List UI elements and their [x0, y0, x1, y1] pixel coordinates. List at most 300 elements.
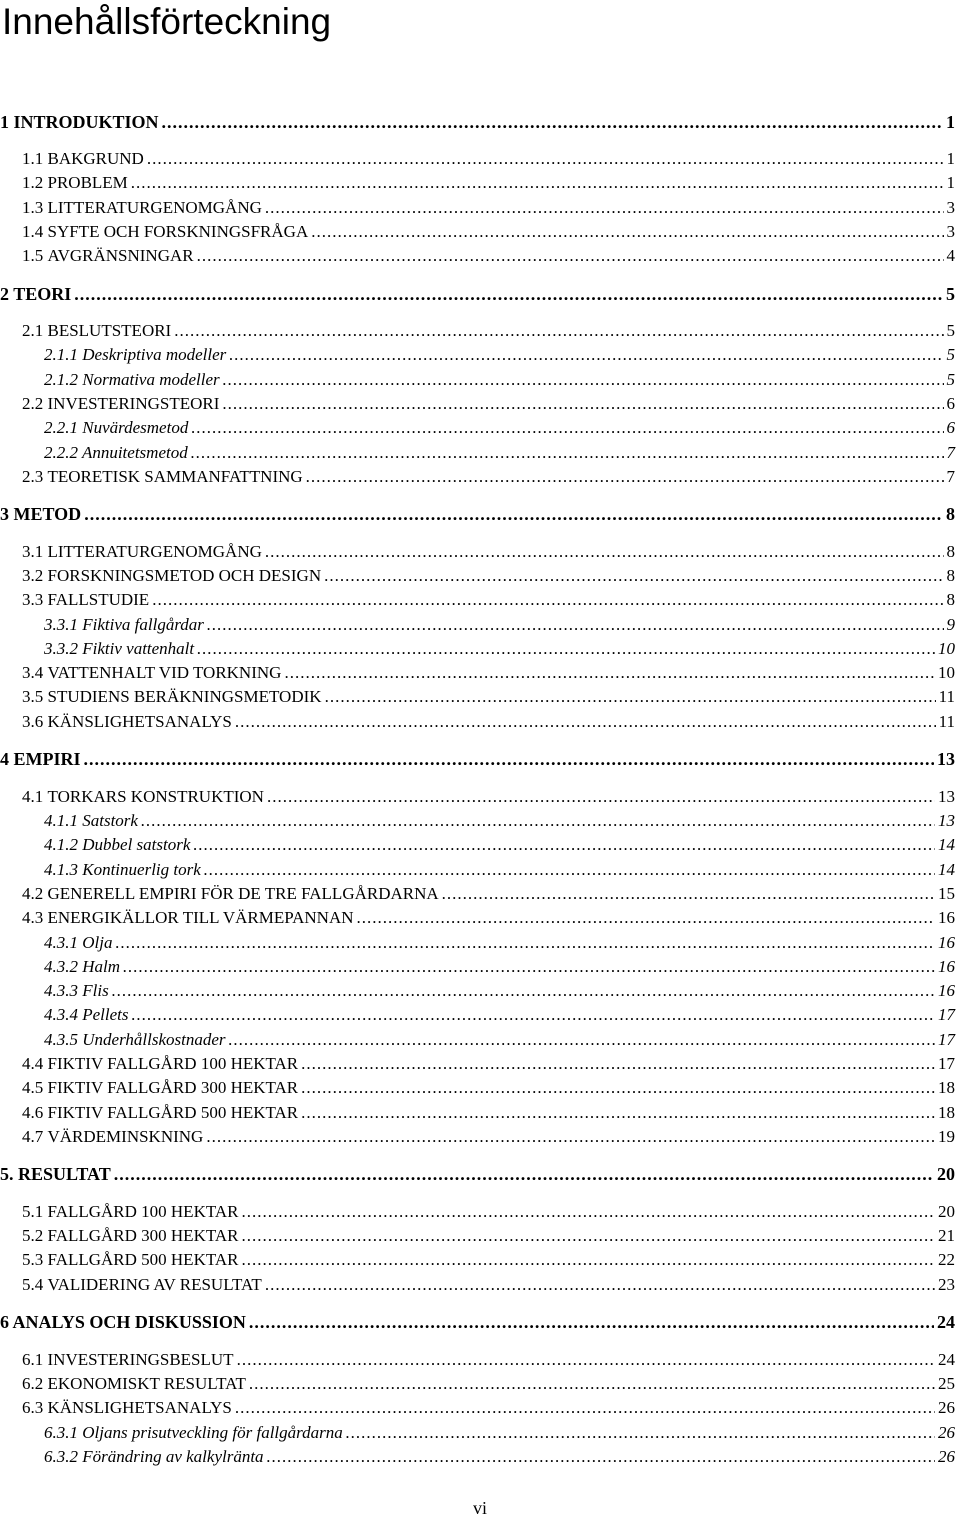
toc-entry-number: 4.3.4 [44, 1005, 78, 1024]
toc-entry-number: 3.5 [22, 687, 44, 706]
toc-entry-text: FORSKNINGSMETOD OCH DESIGN [47, 566, 322, 585]
toc-entry[interactable] [0, 282, 955, 306]
toc-entry-label [44, 416, 188, 440]
toc-entry-text: FIKTIV FALLGÅRD 100 HEKTAR [47, 1054, 299, 1073]
toc-entry-page: 4 [946, 246, 955, 265]
toc-entry-text: FIKTIV FALLGÅRD 300 HEKTAR [47, 1078, 299, 1097]
toc-entry-number: 4.6 [22, 1103, 44, 1122]
toc-entry-page: 8 [946, 566, 955, 585]
dot-leader [174, 319, 943, 343]
toc-entry-label [44, 809, 138, 833]
toc-entry[interactable] [0, 931, 955, 955]
toc-entry-page: 7 [946, 443, 955, 462]
toc-entry-text: EKONOMISKT RESULTAT [47, 1374, 246, 1393]
toc-entry-number: 4.1.1 [44, 811, 78, 830]
toc-entry-label [22, 1052, 298, 1076]
toc-entry-label [22, 196, 262, 220]
toc-entry-page: 3 [946, 222, 955, 241]
toc-entry-number: 3.3 [22, 590, 44, 609]
toc-entry-text: INVESTERINGSBESLUT [47, 1350, 234, 1369]
toc-entry-number: 6.3 [22, 1398, 44, 1417]
dot-leader [306, 465, 944, 489]
toc-entry-number: 1.3 [22, 198, 44, 217]
toc-entry-page: 26 [938, 1423, 955, 1442]
dot-leader [74, 282, 943, 306]
toc-entry-page: 17 [938, 1030, 955, 1049]
toc-entry[interactable] [0, 833, 955, 857]
toc-entry-number: 4.4 [22, 1054, 44, 1073]
dot-leader [301, 1052, 935, 1076]
toc-entry-label [22, 785, 264, 809]
page-number: vi [472, 1498, 487, 1518]
toc-entry[interactable] [0, 319, 955, 343]
toc-entry-text: SYFTE OCH FORSKNINGSFRÅGA [47, 222, 309, 241]
toc-entry-number: 2.3 [22, 467, 44, 486]
toc-entry[interactable] [0, 343, 955, 367]
dot-leader [229, 343, 943, 367]
dot-leader [284, 661, 935, 685]
toc-entry-label [44, 858, 201, 882]
toc-entry-page: 24 [937, 1312, 955, 1332]
toc-entry-label [22, 588, 149, 612]
toc-entry-text: Annuitetsmetod [81, 443, 188, 462]
dot-leader [265, 196, 944, 220]
toc-entry-number: 4.7 [22, 1127, 44, 1146]
toc-entry-label [22, 1101, 298, 1125]
toc-entry[interactable] [0, 785, 955, 809]
toc-entry-page: 6 [946, 394, 955, 413]
toc-entry-text: INTRODUKTION [13, 112, 159, 132]
toc-entry[interactable] [0, 979, 955, 1003]
toc-entry-number: 3.3.2 [44, 639, 78, 658]
dot-leader [311, 220, 943, 244]
toc-entry[interactable] [0, 906, 955, 930]
toc-entry-text: FALLGÅRD 100 HEKTAR [47, 1202, 239, 1221]
dot-leader [197, 637, 935, 661]
dot-leader [223, 368, 944, 392]
toc-entry[interactable] [0, 661, 955, 685]
dot-leader [112, 979, 935, 1003]
toc-entry-label [22, 220, 308, 244]
toc-entry[interactable] [0, 1101, 955, 1125]
toc-entry[interactable] [0, 1125, 955, 1149]
toc-entry-label [44, 833, 190, 857]
toc-entry-text: VÄRDEMINSKNING [47, 1127, 204, 1146]
toc-entry-text: BESLUTSTEORI [47, 321, 172, 340]
toc-entry-text: GENERELL EMPIRI FÖR DE TRE FALLGÅRDARNA [47, 884, 439, 903]
toc-entry[interactable] [0, 1076, 955, 1100]
toc-entry-number: 1.1 [22, 149, 44, 168]
toc-entry[interactable] [0, 1372, 955, 1396]
toc-entry-page: 26 [938, 1447, 955, 1466]
toc-entry[interactable] [0, 613, 955, 637]
toc-entry-text: FALLSTUDIE [47, 590, 150, 609]
toc-entry-page: 23 [938, 1275, 955, 1294]
toc-entry-label [22, 244, 194, 268]
toc-entry-number: 6.3.2 [44, 1447, 78, 1466]
dot-leader [84, 502, 943, 526]
toc-entry-label [22, 1348, 234, 1372]
dot-leader [235, 1396, 935, 1420]
toc-entry[interactable] [0, 1348, 955, 1372]
toc-entry-text: FALLGÅRD 500 HEKTAR [47, 1250, 239, 1269]
toc-entry[interactable] [0, 1310, 955, 1334]
toc-entry-text: Kontinuerlig tork [82, 860, 201, 879]
toc-entry-label [44, 343, 226, 367]
toc-entry[interactable] [0, 1052, 955, 1076]
toc-entry-number: 4.3.5 [44, 1030, 78, 1049]
toc-entry-page: 6 [946, 418, 955, 437]
toc-entry-number: 4.3 [22, 908, 44, 927]
toc-entry-number: 6.2 [22, 1374, 44, 1393]
toc-entry-label [22, 710, 232, 734]
toc-entry-number: 1.4 [22, 222, 44, 241]
toc-entry-text: KÄNSLIGHETSANALYS [47, 712, 232, 731]
toc-entry-number: 3.4 [22, 663, 44, 682]
toc-entry-page: 9 [946, 615, 955, 634]
toc-entry[interactable] [0, 955, 955, 979]
toc-entry-text: ENERGIKÄLLOR TILL VÄRMEPANNAN [47, 908, 354, 927]
dot-leader [147, 147, 944, 171]
toc-entry-text: Förändring av kalkylränta [82, 1447, 264, 1466]
toc-entry-number: 2.2.2 [44, 443, 78, 462]
toc-entry-number: 6 [0, 1312, 9, 1332]
toc-entry[interactable] [0, 882, 955, 906]
toc-entry-text: Olja [82, 933, 113, 952]
dot-leader [301, 1101, 935, 1125]
toc-entry-label [22, 661, 281, 685]
toc-entry-label [44, 637, 194, 661]
toc-entry[interactable] [0, 710, 955, 734]
dot-leader [237, 1348, 935, 1372]
toc-entry-text: Normativa modeller [82, 370, 220, 389]
dot-leader [114, 1162, 934, 1186]
toc-entry-page: 17 [938, 1005, 955, 1024]
dot-leader [324, 564, 943, 588]
dot-leader [346, 1421, 935, 1445]
dot-leader [265, 1273, 935, 1297]
toc-entry-label [44, 1421, 343, 1445]
dot-leader [301, 1076, 935, 1100]
toc-entry-number: 2.1 [22, 321, 44, 340]
dot-leader [265, 540, 944, 564]
toc-entry-text: STUDIENS BERÄKNINGSMETODIK [47, 687, 322, 706]
toc-entry-label [44, 979, 109, 1003]
toc-entry-number: 2.1.2 [44, 370, 78, 389]
toc-entry-text: LITTERATURGENOMGÅNG [47, 542, 262, 561]
toc-entry-number: 6.3.1 [44, 1423, 78, 1442]
dot-leader [207, 613, 944, 637]
dot-leader [162, 110, 943, 134]
toc-entry-number: 4.3.3 [44, 981, 78, 1000]
toc-entry[interactable] [0, 637, 955, 661]
toc-entry-label [22, 540, 262, 564]
dot-leader [115, 931, 935, 955]
dot-leader [132, 1003, 935, 1027]
toc-entry-text: Nuvärdesmetod [82, 418, 189, 437]
toc-entry-number: 5.1 [22, 1202, 44, 1221]
toc-entry-page: 8 [946, 504, 955, 524]
toc-entry-label [0, 502, 81, 526]
toc-entry-label [44, 931, 112, 955]
toc-entry-text: Oljans prisutveckling för fallgårdarna [82, 1423, 343, 1442]
toc-entry[interactable] [0, 540, 955, 564]
toc-entry-text: EMPIRI [13, 749, 81, 769]
toc-entry-page: 16 [938, 981, 955, 1000]
toc-entry-label [22, 1200, 238, 1224]
toc-entry[interactable] [0, 1200, 955, 1224]
toc-entry[interactable] [0, 392, 955, 416]
toc-entry-number: 4.1 [22, 787, 44, 806]
toc-entry-number: 4.2 [22, 884, 44, 903]
toc-entry-label [22, 319, 171, 343]
toc-entry[interactable] [0, 1028, 955, 1052]
toc-entry-text: Deskriptiva modeller [82, 345, 227, 364]
toc-entry-label [0, 282, 71, 306]
toc-entry[interactable] [0, 1248, 955, 1272]
dot-leader [197, 244, 944, 268]
toc-entry-page: 20 [937, 1164, 955, 1184]
toc-entry[interactable] [0, 564, 955, 588]
toc-entry-page: 19 [938, 1127, 955, 1146]
toc-entry-label [22, 564, 321, 588]
toc-entry-number: 4.1.2 [44, 835, 78, 854]
toc-entry-page: 22 [938, 1250, 955, 1269]
toc-entry-number: 4.1.3 [44, 860, 78, 879]
toc-entry[interactable] [0, 1273, 955, 1297]
toc-entry-text: Flis [82, 981, 109, 1000]
toc-entry-label [0, 1162, 111, 1186]
toc-entry[interactable] [0, 196, 955, 220]
toc-entry-page: 10 [938, 663, 955, 682]
toc-entry-text: METOD [13, 504, 82, 524]
toc-entry[interactable] [0, 441, 955, 465]
toc-entry-label [44, 613, 204, 637]
toc-entry-text: Underhållskostnader [82, 1030, 226, 1049]
toc-entry-label [22, 1076, 298, 1100]
dot-leader [267, 785, 935, 809]
toc-entry-text: Pellets [82, 1005, 129, 1024]
toc-entry[interactable] [0, 416, 955, 440]
toc-entry-number: 3.1 [22, 542, 44, 561]
toc-entry-text: PROBLEM [47, 173, 128, 192]
toc-entry-text: Satstork [82, 811, 138, 830]
dot-leader [229, 1028, 936, 1052]
toc-entry-text: TEORI [13, 284, 72, 304]
toc-entry-label [22, 1248, 238, 1272]
toc-entry-label [44, 441, 188, 465]
toc-entry-page: 18 [938, 1078, 955, 1097]
toc-entry-label [44, 1445, 264, 1469]
toc-entry-page: 5 [946, 321, 955, 340]
toc-entry-label [22, 1396, 232, 1420]
toc-entry-number: 4.3.2 [44, 957, 78, 976]
toc-entry-label [22, 1224, 238, 1248]
toc-entry-number: 1.2 [22, 173, 44, 192]
toc-entry[interactable] [0, 244, 955, 268]
dot-leader [193, 833, 935, 857]
toc-entry[interactable] [0, 809, 955, 833]
dot-leader [325, 685, 936, 709]
toc-entry-label [22, 685, 322, 709]
toc-entry-text: FIKTIV FALLGÅRD 500 HEKTAR [47, 1103, 299, 1122]
toc-entry-page: 8 [946, 542, 955, 561]
toc-entry-page: 13 [938, 787, 955, 806]
toc-entry-text: TORKARS KONSTRUKTION [47, 787, 264, 806]
toc-entry[interactable] [0, 1162, 955, 1186]
toc-entry[interactable] [0, 220, 955, 244]
toc-entry-page: 1 [946, 173, 955, 192]
toc-entry-number: 5.2 [22, 1226, 44, 1245]
toc-entry-label [22, 882, 439, 906]
dot-leader [235, 710, 936, 734]
toc-entry-text: RESULTAT [18, 1164, 111, 1184]
toc-entry[interactable] [0, 588, 955, 612]
toc-entry[interactable] [0, 1396, 955, 1420]
toc-entry-text: Dubbel satstork [82, 835, 191, 854]
toc-entry-text: FALLGÅRD 300 HEKTAR [47, 1226, 239, 1245]
toc-entry-page: 3 [946, 198, 955, 217]
toc-entry-page: 7 [946, 467, 955, 486]
dot-leader [123, 955, 935, 979]
toc-entry[interactable] [0, 747, 955, 771]
dot-leader [141, 809, 935, 833]
dot-leader [191, 416, 943, 440]
toc-entry-number: 1 [0, 112, 9, 132]
toc-entry-label [22, 392, 219, 416]
toc-entry-page: 10 [938, 639, 955, 658]
toc-entry[interactable] [0, 368, 955, 392]
toc-entry-text: LITTERATURGENOMGÅNG [47, 198, 262, 217]
toc-entry-page: 24 [938, 1350, 955, 1369]
toc-entry-page: 15 [938, 884, 955, 903]
toc-entry-page: 26 [938, 1398, 955, 1417]
dot-leader [131, 171, 944, 195]
toc-entry-number: 5.3 [22, 1250, 44, 1269]
toc-entry-page: 20 [938, 1202, 955, 1221]
toc-entry-label [22, 147, 144, 171]
toc-entry-label [22, 1372, 246, 1396]
toc-entry-number: 4.5 [22, 1078, 44, 1097]
toc-entry[interactable] [0, 1224, 955, 1248]
toc-entry-label [22, 171, 128, 195]
toc-entry-page: 1 [946, 112, 955, 132]
toc-entry-number: 3.3.1 [44, 615, 78, 634]
toc-entry-label [0, 1310, 246, 1334]
toc-entry-page: 8 [946, 590, 955, 609]
toc-entry-number: 2.1.1 [44, 345, 78, 364]
toc-entry-label [0, 110, 159, 134]
toc-entry-number: 4 [0, 749, 9, 769]
toc-entry[interactable] [0, 858, 955, 882]
toc-entry[interactable] [0, 465, 955, 489]
toc-entry-text: INVESTERINGSTEORI [47, 394, 220, 413]
dot-leader [442, 882, 935, 906]
toc-entry-number: 4.3.1 [44, 933, 78, 952]
dot-leader [241, 1224, 935, 1248]
toc-entry-label [44, 1003, 129, 1027]
dot-leader [249, 1310, 934, 1334]
toc-entry-page: 18 [938, 1103, 955, 1122]
toc-entry[interactable] [0, 110, 955, 134]
toc-entry-label [22, 465, 303, 489]
toc-entry-page: 16 [938, 957, 955, 976]
toc-entry-page: 14 [938, 860, 955, 879]
dot-leader [222, 392, 943, 416]
toc-entry-label [0, 747, 81, 771]
dot-leader [241, 1248, 935, 1272]
toc-entry-number: 3.6 [22, 712, 44, 731]
toc-entry-page: 5 [946, 284, 955, 304]
toc-entry[interactable] [0, 147, 955, 171]
toc-entry[interactable] [0, 1445, 955, 1469]
toc-entry-number: 3.2 [22, 566, 44, 585]
toc-entry-number: 6.1 [22, 1350, 44, 1369]
dot-leader [357, 906, 936, 930]
toc-entry-page: 1 [946, 149, 955, 168]
toc-entry-page: 11 [938, 687, 955, 706]
dot-leader [241, 1200, 935, 1224]
toc-entry-page: 11 [938, 712, 955, 731]
toc-entry-page: 21 [938, 1226, 955, 1245]
toc-entry-text: KÄNSLIGHETSANALYS [47, 1398, 232, 1417]
toc-entry-page: 5 [946, 345, 955, 364]
toc-entry-page: 16 [938, 908, 955, 927]
dot-leader [206, 1125, 935, 1149]
toc-entry-label [44, 1028, 226, 1052]
dot-leader [152, 588, 943, 612]
page-title: Innehållsförteckning [2, 1, 332, 42]
toc-entry-number: 5.4 [22, 1275, 44, 1294]
dot-leader [204, 858, 935, 882]
toc-entry-text: ANALYS OCH DISKUSSION [12, 1312, 246, 1332]
dot-leader [191, 441, 944, 465]
toc-entry-page: 13 [938, 811, 955, 830]
toc-entry-page: 5 [946, 370, 955, 389]
dot-leader [84, 747, 935, 771]
dot-leader [267, 1445, 935, 1469]
toc-entry-text: BAKGRUND [47, 149, 144, 168]
toc-entry[interactable] [0, 171, 955, 195]
toc-entry-number: 5. [0, 1164, 14, 1184]
dot-leader [249, 1372, 935, 1396]
toc-entry-label [22, 906, 354, 930]
toc-entry-number: 2.2 [22, 394, 44, 413]
toc-entry-page: 17 [938, 1054, 955, 1073]
toc-entry-text: AVGRÄNSNINGAR [47, 246, 194, 265]
toc-entry-number: 1.5 [22, 246, 44, 265]
toc-entry-number: 2 [0, 284, 9, 304]
toc-entry[interactable] [0, 1421, 955, 1445]
toc-entry-page: 14 [938, 835, 955, 854]
toc-entry[interactable] [0, 1003, 955, 1027]
toc-entry-text: Halm [82, 957, 121, 976]
toc-entry-page: 16 [938, 933, 955, 952]
toc-entry-label [22, 1273, 262, 1297]
toc-entry-text: VALIDERING AV RESULTAT [47, 1275, 262, 1294]
toc-entry[interactable] [0, 502, 955, 526]
toc-entry[interactable] [0, 685, 955, 709]
toc-entry-label [44, 955, 120, 979]
toc-entry-text: Fiktiv vattenhalt [82, 639, 195, 658]
toc-entry-label [44, 368, 220, 392]
toc-entry-page: 13 [937, 749, 955, 769]
toc-entry-page: 25 [938, 1374, 955, 1393]
toc-entry-text: Fiktiva fallgårdar [82, 615, 204, 634]
toc-entry-text: TEORETISK SAMMANFATTNING [47, 467, 303, 486]
toc-entry-number: 3 [0, 504, 9, 524]
toc-entry-number: 2.2.1 [44, 418, 78, 437]
